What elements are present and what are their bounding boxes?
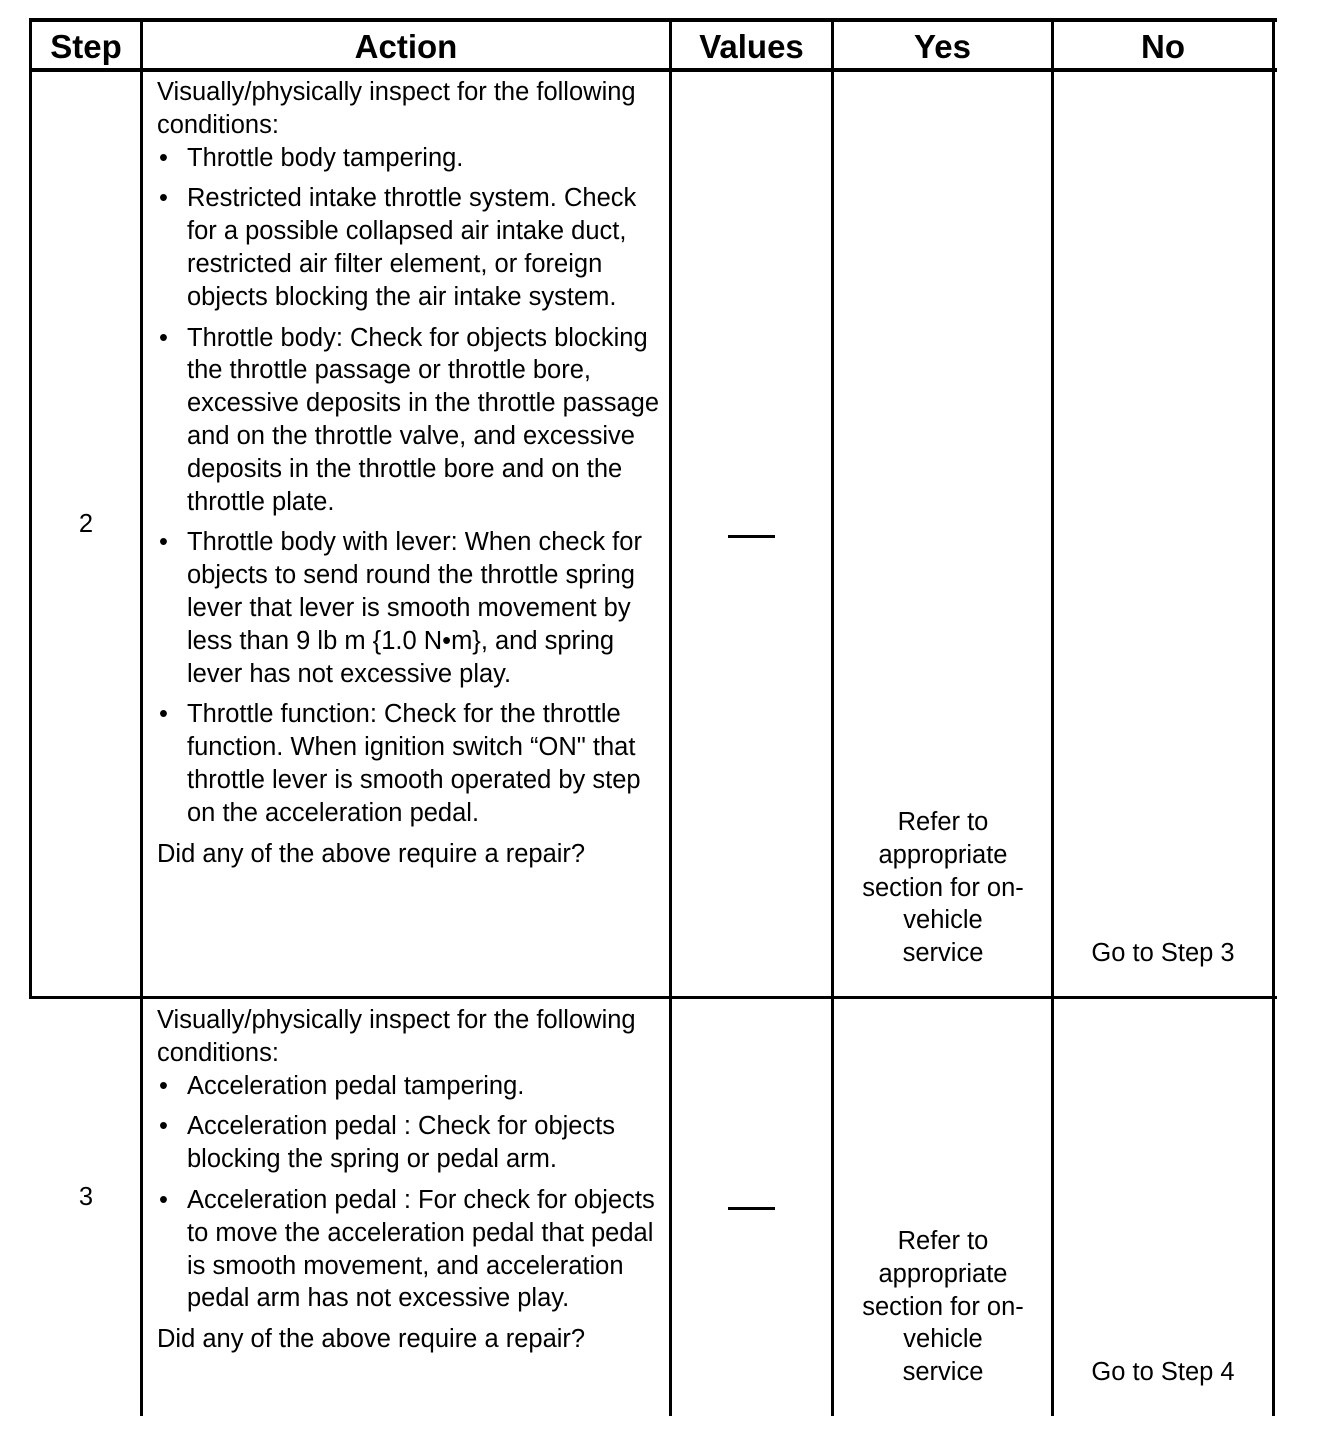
values-dash [728,1207,775,1210]
list-item: • Acceleration pedal tampering. [157,1070,667,1103]
header-bottom-border [29,68,1277,72]
col-divider-step [140,18,143,1416]
bullet-icon: • [159,528,168,557]
list-item: • Restricted intake throttle system. Check for a possible collapsed air intake duct, restricted air filter element, or foreign objects blocking the air intake system. [159,184,637,311]
list-item: • Throttle body tampering. [157,142,667,175]
list-item: • Throttle body: Check for objects blocking the throttle passage or throttle bore, excessive deposits in the throttle passage and on the throttle valve, and excessive deposits in the throttle bore and on the throttle plate. [159,323,660,516]
header-action: Action [354,28,458,65]
bullet-icon: • [159,323,168,352]
header-step: Step [50,28,122,65]
header-yes: Yes [914,28,971,65]
action-cell [157,1004,667,1356]
condition-list [157,142,667,830]
bullet-icon: • [159,1112,168,1141]
yes-result: Refer to appropriate section for on-vehicle service [862,808,1024,968]
values-dash [728,535,775,538]
table-left-border [29,18,32,996]
yes-result: Refer to appropriate section for on-vehicle service [862,1227,1024,1387]
bullet-icon: • [159,700,168,729]
condition-list [157,1070,667,1316]
list-item: • Throttle body with lever: When check for objects to send round the throttle spring lever that lever is smooth movement by less than 9 lb m {1.0 N•m}, and spring lever has not excessive play. [159,528,642,688]
col-divider-action [669,18,672,1416]
bullet-icon: • [159,143,168,172]
bullet-icon: • [159,184,168,213]
action-intro: Visually/physically inspect for the following conditions: [157,1006,636,1067]
action-cell [157,76,667,870]
header-values: Values [699,28,804,65]
no-result: Go to Step 3 [1091,939,1235,967]
action-intro: Visually/physically inspect for the following conditions: [157,78,636,139]
step-number: 3 [78,1183,94,1211]
list-item: • Acceleration pedal : For check for objects to move the acceleration pedal that pedal is smooth movement, and acceleration pedal arm has not excessive play. [159,1185,655,1313]
table-right-border [1272,18,1275,1416]
repair-question: Did any of the above require a repair? [157,839,586,868]
list-item: • Throttle function: Check for the throttle function. When ignition switch “ON" that throttle lever is smooth operated by step on the acceleration pedal. [159,700,641,827]
col-divider-yes [1051,18,1054,1416]
step-number: 2 [78,510,94,538]
bullet-icon: • [159,1071,168,1100]
bullet-icon: • [159,1185,168,1214]
header-no: No [1141,28,1185,65]
list-item: • Acceleration pedal : Check for objects blocking the spring or pedal arm. [159,1112,616,1174]
no-result: Go to Step 4 [1091,1358,1235,1386]
col-divider-values [831,18,834,1416]
row-divider [29,996,1277,999]
repair-question: Did any of the above require a repair? [157,1325,586,1354]
